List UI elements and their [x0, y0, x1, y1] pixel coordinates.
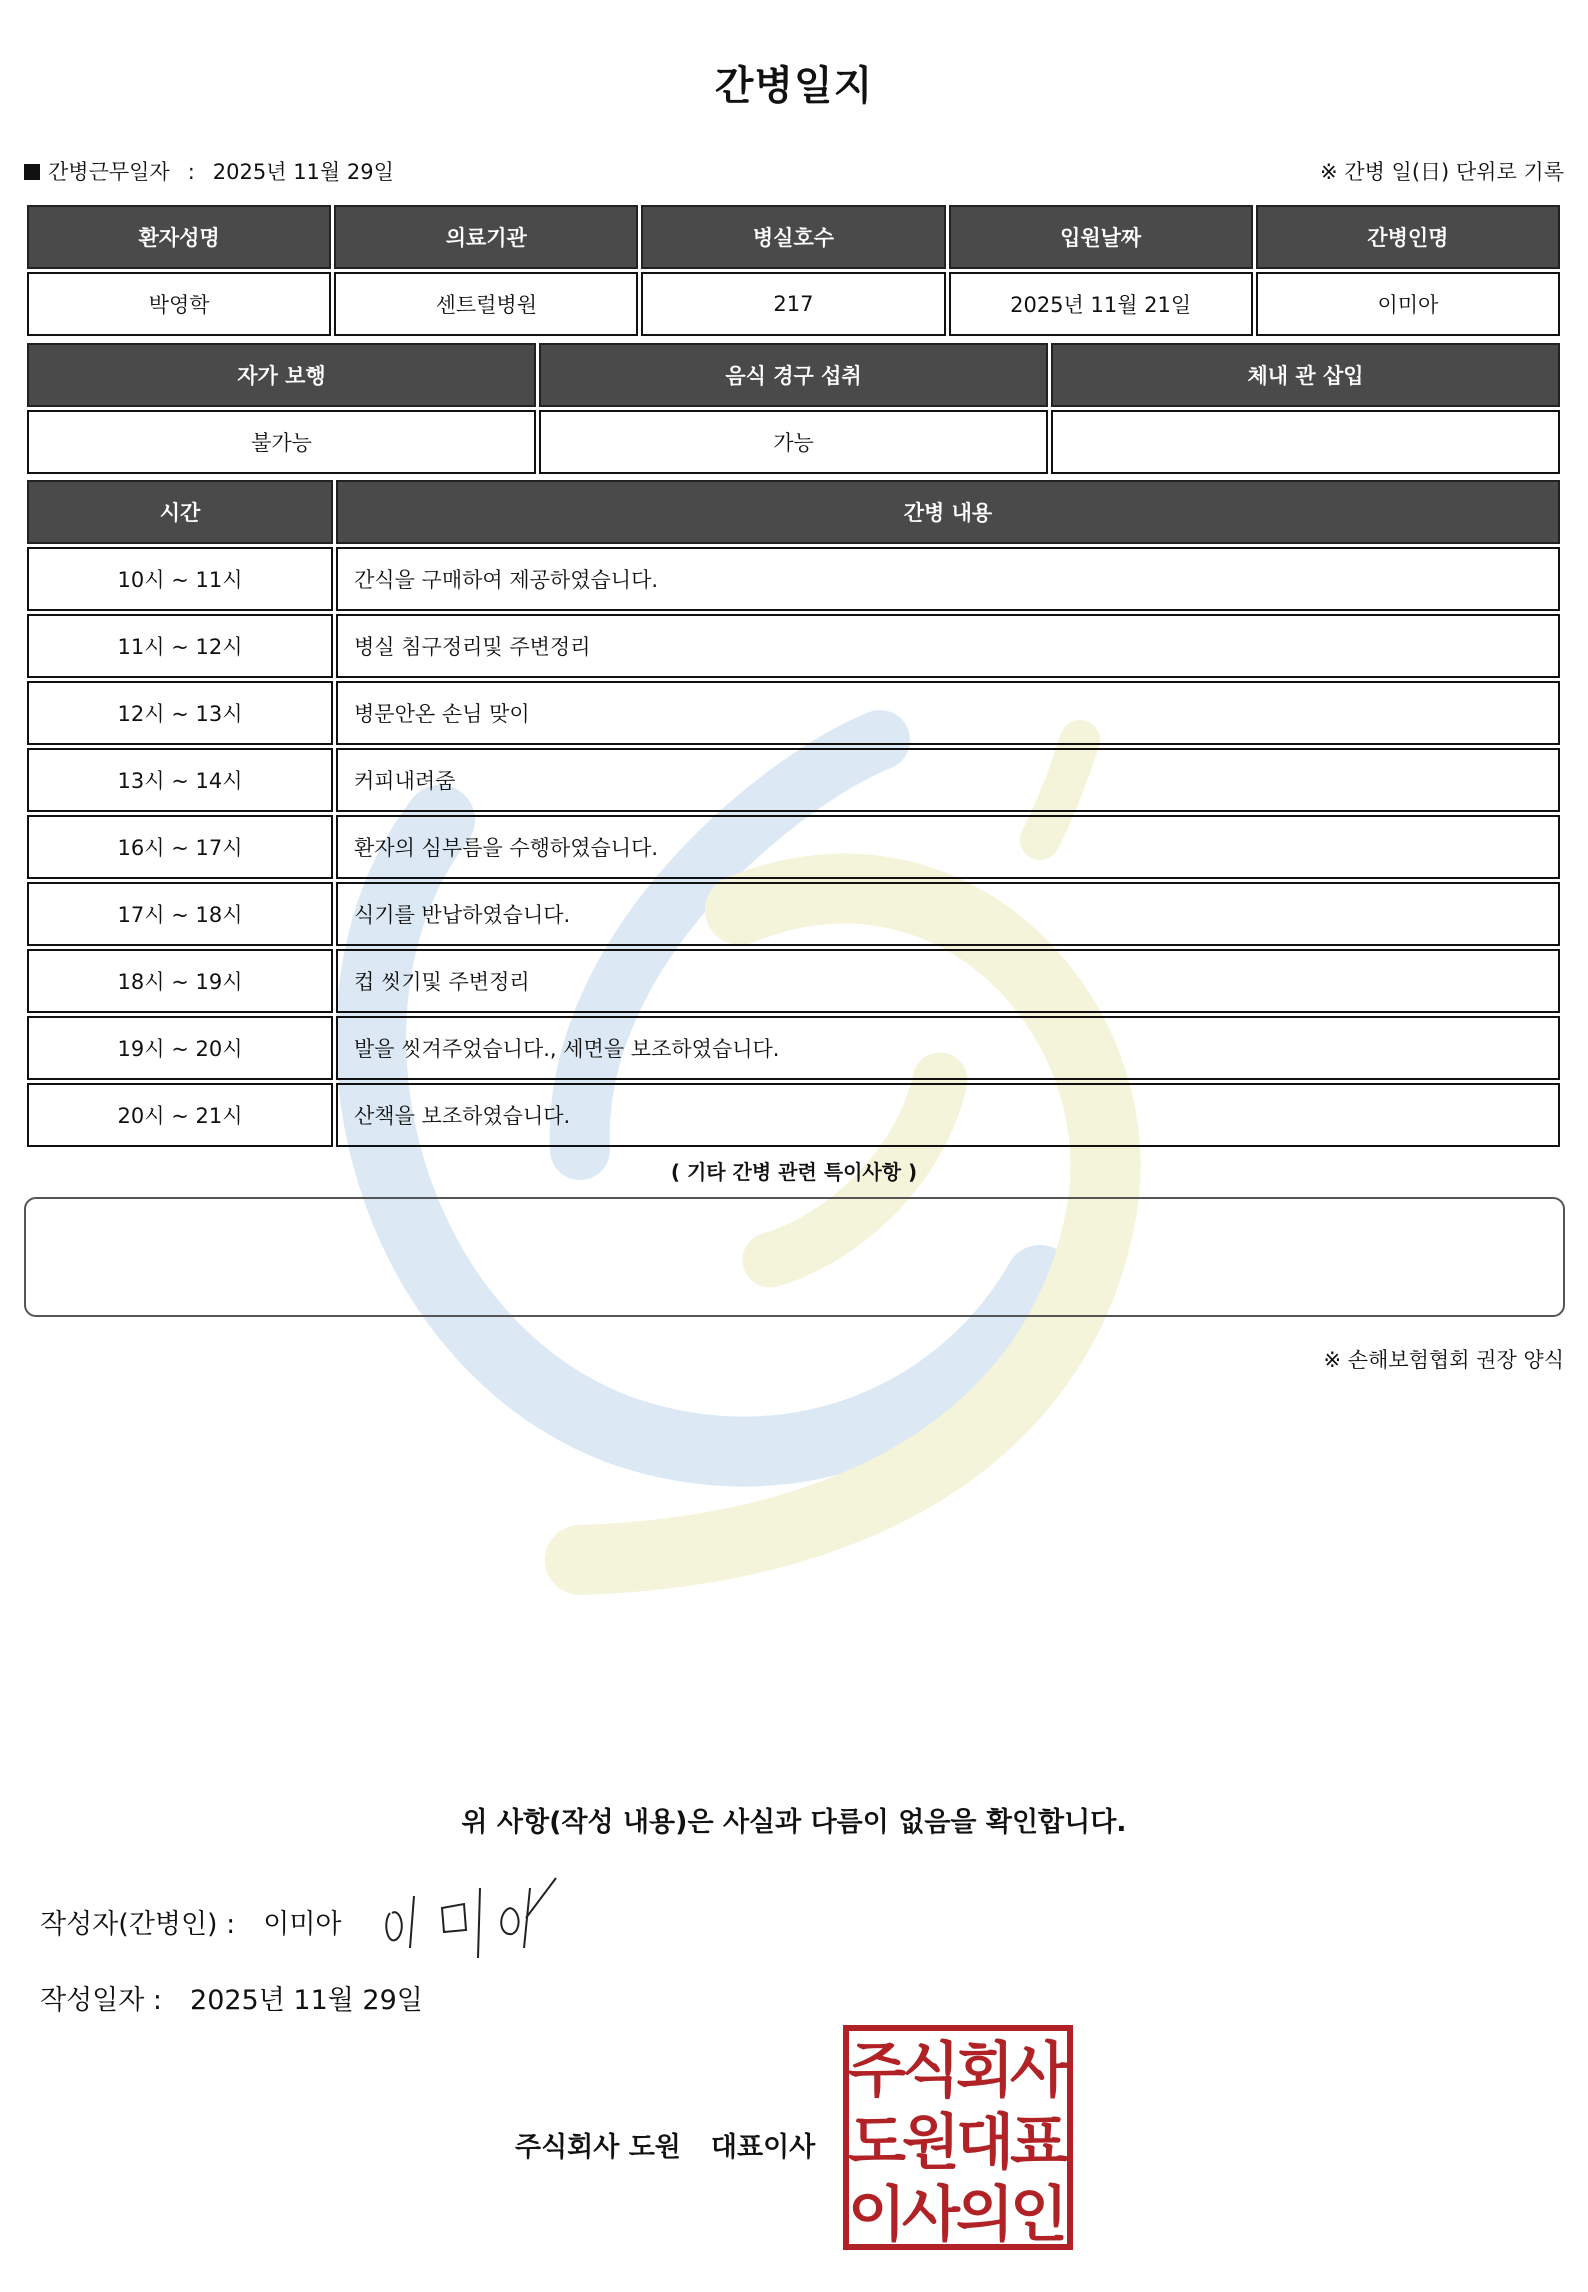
- content-cell: 산책을 보조하였습니다.: [336, 1083, 1560, 1147]
- patient-status-table: [24, 340, 1563, 477]
- writer-name: 이미아: [263, 1909, 342, 1940]
- time-cell: 12시 ~ 13시: [27, 681, 333, 745]
- header-room-number: 병실호수: [641, 205, 945, 269]
- form-note: ※ 손해보험협회 권장 양식: [1323, 1348, 1564, 1372]
- company-name: 주식회사 도원: [515, 2132, 681, 2163]
- header-care-content: 간병 내용: [336, 480, 1560, 544]
- svg-text:도: 도: [848, 2108, 906, 2178]
- write-date-value: 2025년 11월 29일: [190, 1985, 423, 2016]
- time-cell: 19시 ~ 20시: [27, 1016, 333, 1080]
- table-row: [27, 1016, 1560, 1080]
- time-cell: 17시 ~ 18시: [27, 882, 333, 946]
- square-bullet-icon: [24, 164, 40, 180]
- svg-text:인: 인: [1010, 2180, 1068, 2250]
- work-date-value: 2025년 11월 29일: [212, 160, 394, 184]
- content-cell: 컵 씻기및 주변정리: [336, 949, 1560, 1013]
- svg-text:표: 표: [1010, 2108, 1068, 2178]
- company-line: [515, 2125, 815, 2164]
- content-cell: 간식을 구매하여 제공하였습니다.: [336, 547, 1560, 611]
- tube-insertion-value: [1051, 410, 1560, 474]
- ceo-title: 대표이사: [710, 2132, 816, 2163]
- patient-name: 박영학: [27, 272, 331, 336]
- header-tube-insertion: 체내 관 삽입: [1051, 343, 1560, 407]
- time-cell: 10시 ~ 11시: [27, 547, 333, 611]
- table-row: [27, 1083, 1560, 1147]
- table-row: [27, 748, 1560, 812]
- room-number: 217: [641, 272, 945, 336]
- content-cell: 환자의 심부름을 수행하였습니다.: [336, 815, 1560, 879]
- svg-text:회: 회: [956, 2036, 1014, 2106]
- svg-text:사: 사: [1010, 2036, 1068, 2106]
- table-row: [27, 547, 1560, 611]
- content-cell: 식기를 반납하였습니다.: [336, 882, 1560, 946]
- svg-text:이: 이: [848, 2180, 906, 2250]
- caregiver-name: 이미아: [1256, 272, 1560, 336]
- oral-intake-value: 가능: [539, 410, 1048, 474]
- table-row: [27, 681, 1560, 745]
- writer-label: 작성자(간병인) :: [40, 1909, 236, 1940]
- work-date-colon: :: [187, 160, 195, 184]
- self-walking-value: 불가능: [27, 410, 536, 474]
- writer-line: [40, 1902, 342, 1941]
- document-title: 간병일지: [714, 63, 874, 109]
- company-seal: [843, 2025, 1073, 2250]
- header-patient-name: 환자성명: [27, 205, 331, 269]
- svg-text:의: 의: [956, 2180, 1014, 2250]
- table-row: [27, 949, 1560, 1013]
- content-cell: 병실 침구정리및 주변정리: [336, 614, 1560, 678]
- header-oral-intake: 음식 경구 섭취: [539, 343, 1048, 407]
- hospital-name: 센트럴병원: [334, 272, 638, 336]
- header-admission-date: 입원날짜: [949, 205, 1253, 269]
- header-time: 시간: [27, 480, 333, 544]
- work-date-label: 간병근무일자: [48, 160, 170, 184]
- table-row: [27, 882, 1560, 946]
- svg-text:사: 사: [902, 2180, 960, 2250]
- content-cell: 커피내려줌: [336, 748, 1560, 812]
- patient-info-table: [24, 202, 1563, 339]
- svg-text:주: 주: [848, 2036, 906, 2106]
- write-date-label: 작성일자 :: [40, 1985, 163, 2016]
- table-row: [27, 614, 1560, 678]
- handwritten-signature: [380, 1868, 570, 1958]
- svg-text:원: 원: [902, 2108, 960, 2178]
- table-row: [27, 815, 1560, 879]
- confirmation-statement: 위 사항(작성 내용)은 사실과 다름이 없음을 확인합니다.: [461, 1807, 1127, 1838]
- admission-date: 2025년 11월 21일: [949, 272, 1253, 336]
- time-cell: 11시 ~ 12시: [27, 614, 333, 678]
- header-self-walking: 자가 보행: [27, 343, 536, 407]
- time-cell: 20시 ~ 21시: [27, 1083, 333, 1147]
- special-notes-title: ( 기타 간병 관련 특이사항 ): [670, 1160, 918, 1184]
- svg-text:대: 대: [956, 2108, 1014, 2178]
- content-cell: 발을 씻겨주었습니다., 세면을 보조하였습니다.: [336, 1016, 1560, 1080]
- header-caregiver-name: 간병인명: [1256, 205, 1560, 269]
- header-hospital: 의료기관: [334, 205, 638, 269]
- time-cell: 18시 ~ 19시: [27, 949, 333, 1013]
- svg-text:식: 식: [902, 2036, 960, 2106]
- care-log-table: [24, 477, 1563, 1150]
- time-cell: 13시 ~ 14시: [27, 748, 333, 812]
- write-date-line: [40, 1978, 423, 2017]
- unit-note: ※ 간병 일(日) 단위로 기록: [1320, 160, 1564, 184]
- content-cell: 병문안온 손님 맞이: [336, 681, 1560, 745]
- work-date-line: [24, 156, 394, 186]
- time-cell: 16시 ~ 17시: [27, 815, 333, 879]
- special-notes-box: [24, 1197, 1565, 1317]
